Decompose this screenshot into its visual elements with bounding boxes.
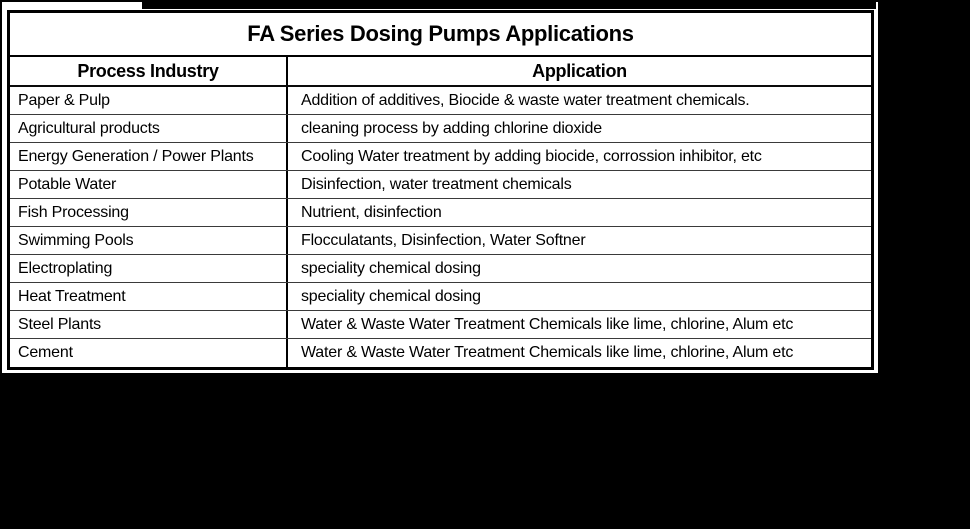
applications-table xyxy=(7,10,874,370)
table-row xyxy=(10,255,871,283)
industry-cell: Electroplating xyxy=(18,259,113,277)
table-header-row xyxy=(10,57,871,87)
application-cell: speciality chemical dosing xyxy=(286,255,871,282)
industry-cell: Agricultural products xyxy=(18,119,160,137)
column-header-application: Application xyxy=(286,57,871,85)
application-cell: Water & Waste Water Treatment Chemicals like lime, chlorine, Alum etc xyxy=(286,339,871,367)
application-cell: speciality chemical dosing xyxy=(286,283,871,310)
scan-edge-artifact xyxy=(142,2,876,9)
table-row xyxy=(10,311,871,339)
document-page xyxy=(2,2,878,373)
table-title: FA Series Dosing Pumps Applications xyxy=(10,13,871,57)
table-row xyxy=(10,115,871,143)
industry-cell: Heat Treatment xyxy=(18,287,126,305)
table-row xyxy=(10,143,871,171)
table-row xyxy=(10,283,871,311)
application-cell: Flocculatants, Disinfection, Water Softner xyxy=(286,227,871,254)
table-row xyxy=(10,199,871,227)
application-cell: Disinfection, water treatment chemicals xyxy=(286,171,871,198)
column-header-process-industry: Process Industry xyxy=(77,60,219,81)
industry-cell: Steel Plants xyxy=(18,315,101,333)
application-cell: Water & Waste Water Treatment Chemicals like lime, chlorine, Alum etc xyxy=(286,311,871,338)
application-cell: Cooling Water treatment by adding biocide, corrossion inhibitor, etc xyxy=(286,143,871,170)
application-cell: cleaning process by adding chlorine dioxide xyxy=(286,115,871,142)
industry-cell: Potable Water xyxy=(18,175,117,193)
industry-cell: Energy Generation / Power Plants xyxy=(18,147,254,165)
table-row xyxy=(10,339,871,367)
table-row xyxy=(10,227,871,255)
application-cell: Addition of additives, Biocide & waste water treatment chemicals. xyxy=(286,87,871,114)
industry-cell: Swimming Pools xyxy=(18,231,134,249)
industry-cell: Cement xyxy=(18,344,73,361)
application-cell: Nutrient, disinfection xyxy=(286,199,871,226)
industry-cell: Fish Processing xyxy=(18,203,129,221)
table-row xyxy=(10,171,871,199)
industry-cell: Paper & Pulp xyxy=(18,91,110,109)
table-row xyxy=(10,87,871,115)
